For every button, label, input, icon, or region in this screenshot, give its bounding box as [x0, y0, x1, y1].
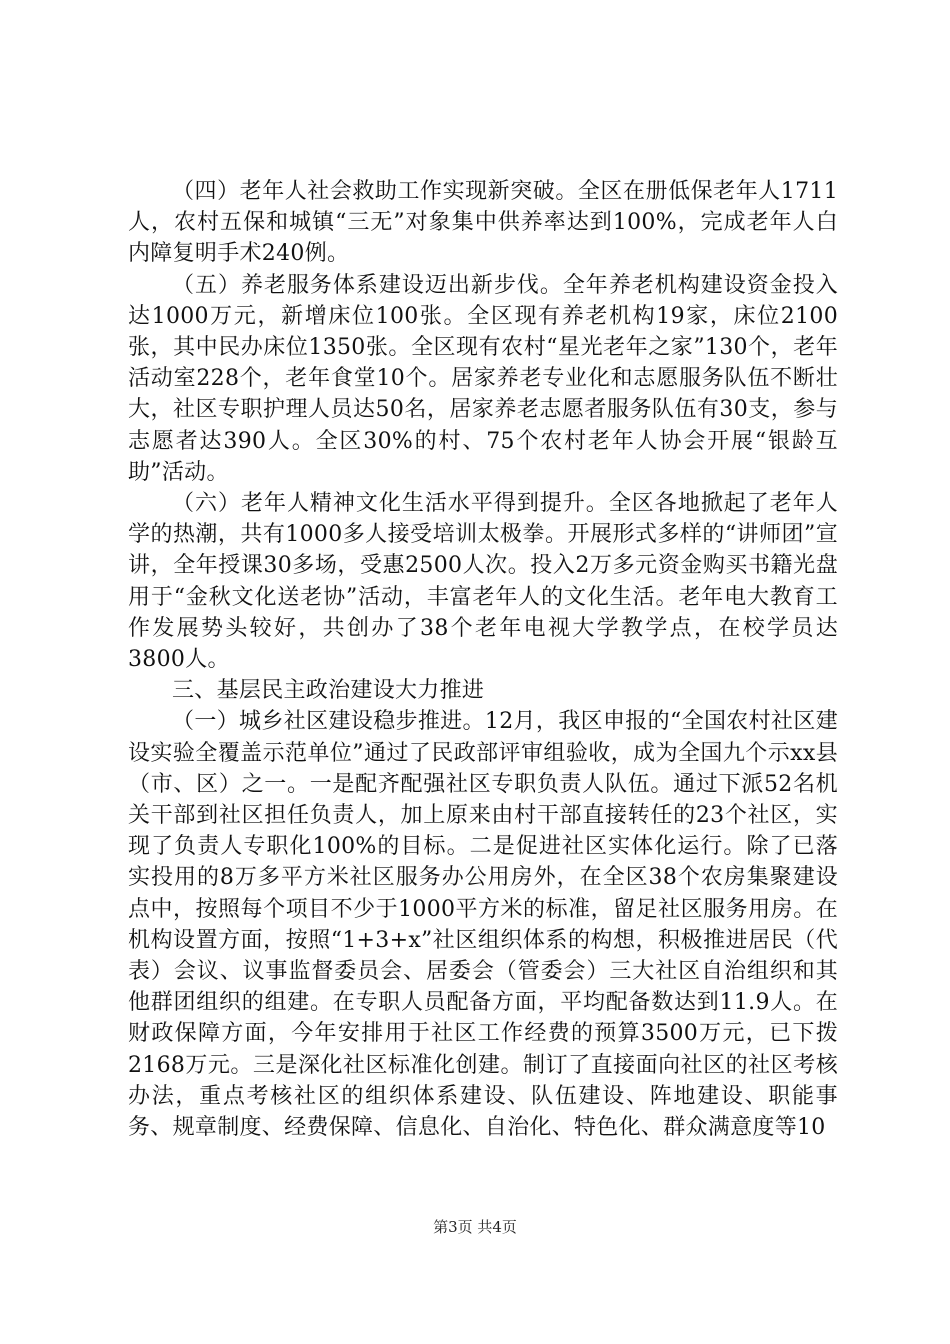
- paragraph-section-4: （四）老年人社会救助工作实现新突破。全区在册低保老年人1711人，农村五保和城镇“三无”对象集中供养率达到100%，完成老年人白内障复明手术240例。: [128, 179, 838, 267]
- page-footer: 第3页 共4页: [433, 1218, 517, 1236]
- section-heading: 三、基层民主政治建设大力推进: [172, 678, 485, 704]
- paragraph-section-6: （六）老年人精神文化生活水平得到提升。全区各地掀起了老年人学的热潮，共有1000多人接受培训太极拳。开展形式多样的“讲师团”宣讲，全年授课30多场，受惠2500人次。投入2万多元资金购买书籍光盘用于“金秋文化送老协”活动，丰富老年人的文化生活。老年电大教育工作发展势头较好，共创办了38个老年电视大学教学点，在校学员达3800人。: [128, 491, 838, 673]
- paragraph-community-building: （一）城乡社区建设稳步推进。12月，我区申报的“全国农村社区建设实验全覆盖示范单位”通过了民政部评审组验收，成为全国九个示xx县（市、区）之一。一是配齐配强社区专职负责人队伍。通过下派52名机关干部到社区担任负责人，加上原来由村干部直接转任的23个社区，实现了负责人专职化100%的目标。二是促进社区实体化运行。除了已落实投用的8万多平方米社区服务办公用房外，在全区38个农房集聚建设点中，按照每个项目不少于1000平方米的标准，留足社区服务用房。在机构设置方面，按照“1+3+x”社区组织体系的构想，积极推进居民（代表）会议、议事监督委员会、居委会（管委会）三大社区自治组织和其他群团组织的组建。在专职人员配备方面，平均配备数达到11.9人。在财政保障方面，今年安排用于社区工作经费的预算3500万元，已下拨2168万元。三是深化社区标准化创建。制订了直接面向社区的社区考核办法，重点考核社区的组织体系建设、队伍建设、阵地建设、职能事务、规章制度、经费保障、信息化、自治化、特色化、群众满意度等10: [128, 709, 838, 1141]
- document-body: [128, 176, 838, 1143]
- paragraph-section-5: （五）养老服务体系建设迈出新步伐。全年养老机构建设资金投入达1000万元，新增床位100张。全区现有养老机构19家，床位2100张，其中民办床位1350张。全区现有农村“星光老年之家”130个，老年活动室228个，老年食堂10个。居家养老专业化和志愿服务队伍不断壮大，社区专职护理人员达50名，居家养老志愿者服务队伍有30支，参与志愿者达390人。全区30%的村、75个农村老年人协会开展“银龄互助”活动。: [128, 272, 838, 485]
